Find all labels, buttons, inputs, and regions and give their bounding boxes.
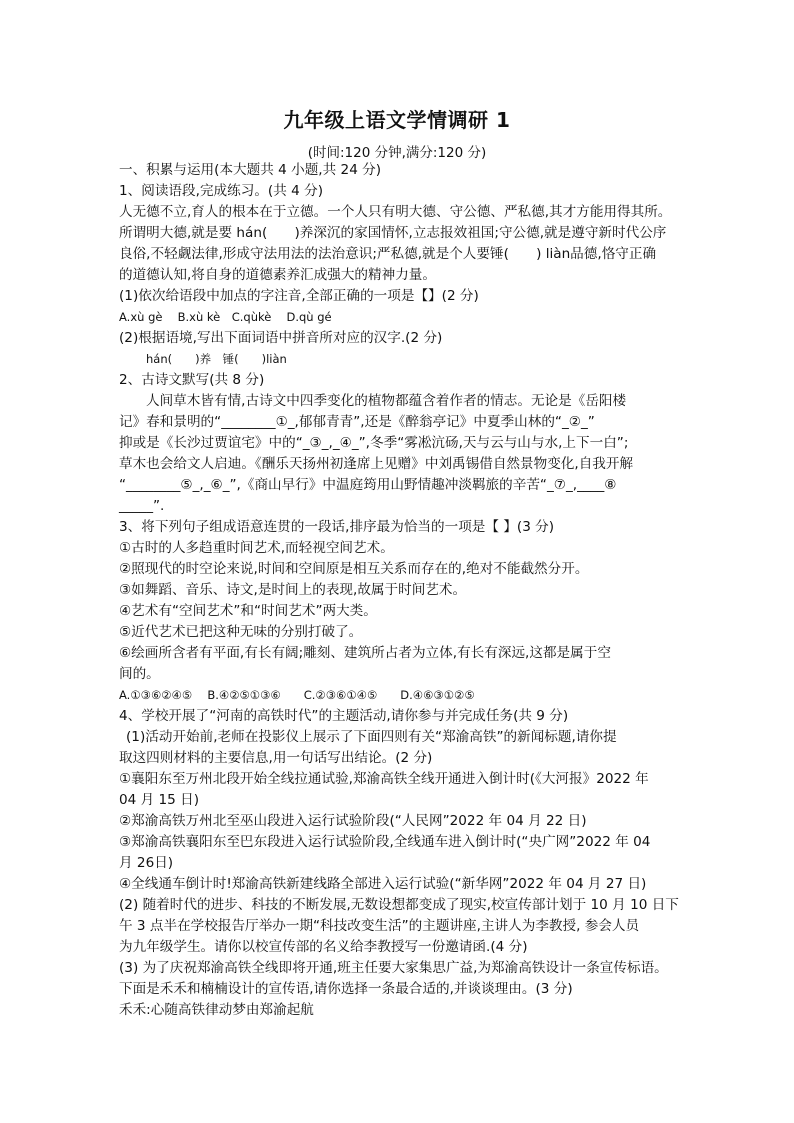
question-4-3: 下面是禾禾和楠楠设计的宣传语,请你选择一条最合适的,并谈谈理由。(3 分) — [119, 981, 573, 997]
question-2-heading: 2、古诗文默写(共 8 分) — [119, 372, 265, 388]
question-4-heading: 4、学校开展了“河南的高铁时代”的主题活动,请你参与并完成任务(共 9 分) — [119, 708, 569, 724]
passage-line: 的道德认知,将自身的道德素养汇成强大的精神力量。 — [119, 267, 436, 283]
news-headline: ③郑渝高铁襄阳东至巴东段进入运行试验阶段,全线通车进入倒计时(“央广网”2022 年 04 — [119, 834, 651, 850]
question-1-1-options: A.xù gè B.xù kè C.qùkè D.qù gé — [119, 310, 332, 324]
sentence-item: ①古时的人多趋重时间艺术,而轻视空间艺术。 — [119, 540, 394, 556]
question-4-1: 取这四则材料的主要信息,用一句话写出结论。(2 分) — [119, 750, 433, 766]
poem-passage-line: 草木也会给文人启迪。《酬乐天扬州初逢席上见赠》中刘禹锡借自然景物变化,自我开解 — [119, 456, 634, 472]
sentence-item: 间的。 — [119, 666, 160, 682]
poem-passage-line: 抑或是《长沙过贾谊宅》中的“_③_,_④_”,冬季“雾凇沆砀,天与云与山与水,上下一白”; — [119, 435, 629, 451]
exam-info: (时间:120 分钟,满分:120 分) — [307, 145, 487, 161]
poem-passage-line: 记》春和景明的“________①_,郁郁青青”,还是《醉翁亭记》中夏季山林的“_②_” — [119, 414, 595, 430]
passage-line: 良俗,不轻觑法律,形成守法用法的法治意识;严私德,就是个人要锤( ) liàn品德,恪守正确 — [119, 246, 657, 262]
question-4-2: (2) 随着时代的进步、科技的不断发展,无数设想都变成了现实,校宣传部计划于 10 月 10 日下 — [119, 897, 679, 913]
exam-content — [119, 160, 689, 1021]
page-title: 九年级上语文学情调研 1 — [283, 108, 511, 132]
question-3-options: A.①③⑥②④⑤ B.④②⑤①③⑥ C.②③⑥①④⑤ D.④⑥③①②⑤ — [119, 688, 475, 702]
question-1-heading: 1、阅读语段,完成练习。(共 4 分) — [119, 183, 323, 199]
sentence-item: ⑤近代艺术已把这种无味的分别打破了。 — [119, 624, 363, 640]
question-1-1: (1)依次给语段中加点的字注音,全部正确的一项是【】(2 分) — [119, 288, 479, 304]
news-headline: ②郑渝高铁万州北至巫山段进入运行试验阶段(“人民网”2022 年 04 月 22 日) — [119, 813, 587, 829]
news-headline: 月 26日) — [119, 855, 174, 871]
news-headline: ④全线通车倒计时!郑渝高铁新建线路全部进入运行试验(“新华网”2022 年 04 月 27 日) — [119, 876, 647, 892]
news-headline: 04 月 15 日) — [119, 792, 200, 808]
slogan-line: 禾禾:心随高铁律动梦由郑渝起航 — [119, 1002, 314, 1018]
question-4-2: 为九年级学生。请你以校宣传部的名义给李教授写一份邀请函.(4 分) — [119, 939, 528, 955]
poem-passage-line: _____”. — [119, 498, 165, 514]
poem-passage-line: “________⑤_,_⑥_”,《商山早行》中温庭筠用山野情趣冲淡羁旅的辛苦“_⑦_,____⑧ — [119, 477, 617, 493]
poem-passage-line: 人间草木皆有情,古诗文中四季变化的植物都蕴含着作者的情志。无论是《岳阳楼 — [146, 393, 627, 409]
section-heading: 一、积累与运用(本大题共 4 小题,共 24 分) — [119, 162, 382, 178]
question-1-2-blanks: hán( )养 锤( )liàn — [146, 352, 287, 366]
passage-line: 人无德不立,育人的根本在于立德。一个人只有明大德、守公德、严私德,其才方能用得其所。 — [119, 204, 672, 220]
question-1-2: (2)根据语境,写出下面词语中拼音所对应的汉字.(2 分) — [119, 330, 443, 346]
news-headline: ①襄阳东至万州北段开始全线拉通试验,郑渝高铁全线开通进入倒计时(《大河报》2022 年 — [119, 771, 649, 787]
question-3-heading: 3、将下列句子组成语意连贯的一段话,排序最为恰当的一项是【 】(3 分) — [119, 519, 555, 535]
question-4-2: 午 3 点半在学校报告厅举办一期“科技改变生活”的主题讲座,主讲人为李教授, 参会人员 — [119, 918, 640, 934]
passage-line: 所谓明大德,就是要 hán( )养深沉的家国情怀,立志报效祖国;守公德,就是遵守新时代公序 — [119, 225, 667, 241]
question-4-3: (3) 为了庆祝郑渝高铁全线即将开通,班主任要大家集思广益,为郑渝高铁设计一条宣传标语。 — [119, 960, 668, 976]
sentence-item: ③如舞蹈、音乐、诗文,是时间上的表现,故属于时间艺术。 — [119, 582, 467, 598]
question-4-1: (1)活动开始前,老师在投影仪上展示了下面四则有关“郑渝高铁”的新闻标题,请你提 — [126, 729, 617, 745]
sentence-item: ②照现代的时空论来说,时间和空间原是相互关系而存在的,绝对不能截然分开。 — [119, 561, 589, 577]
sentence-item: ④艺术有“空间艺术”和“时间艺术”两大类。 — [119, 603, 377, 619]
sentence-item: ⑥绘画所含者有平面,有长有阔;雕刻、建筑所占者为立体,有长有深远,这都是属于空 — [119, 645, 611, 661]
